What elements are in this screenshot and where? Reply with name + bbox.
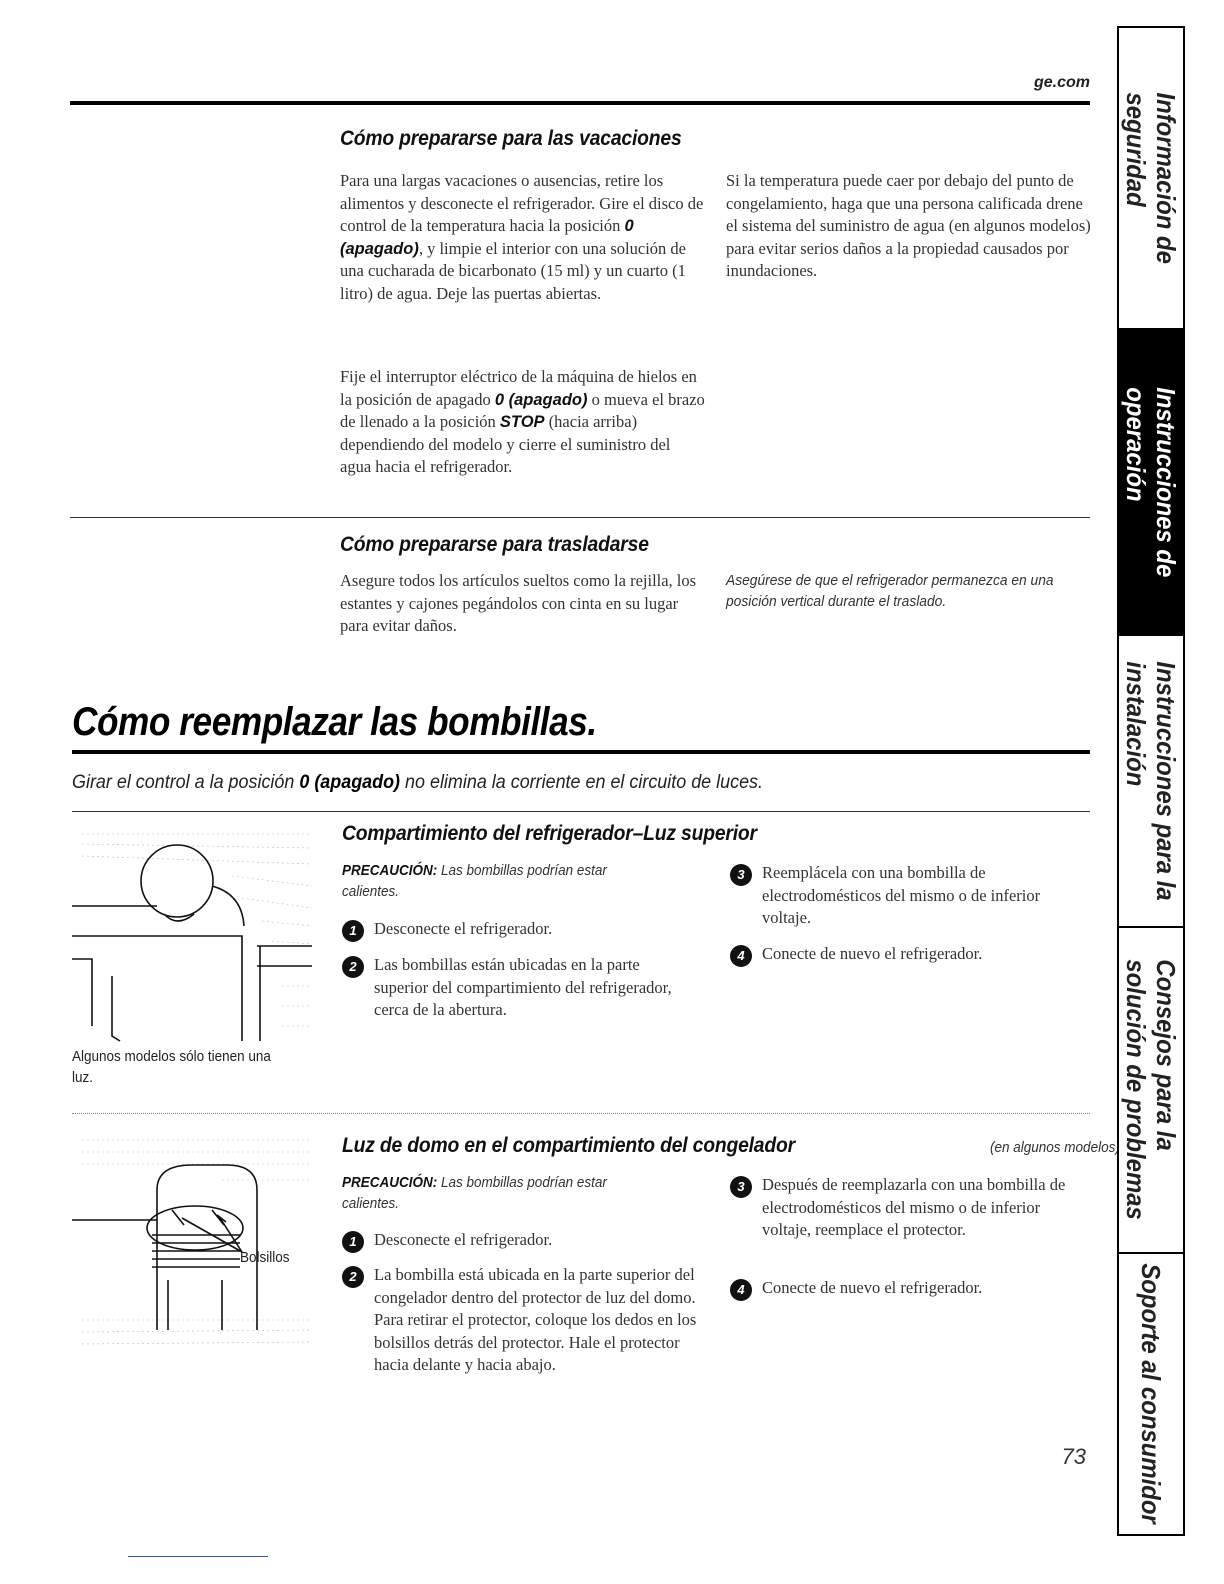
fridge-light-caption: Algunos modelos sólo tienen una luz. (72, 1048, 271, 1086)
tab-label: Instrucciones para la instalación (1121, 661, 1181, 901)
vacation-paragraph-1: Para una largas vacaciones o ausencias, retire los alimentos y desconecte el refrigerador. Gire el disco de control de la temperatura hacia la posición 0 (apagado), y limpie el interior con una solución de una cucharada de bicarbonato (15 ml) y un cuarto (1 litro) de agua. Deje las puertas abiertas. (340, 171, 704, 303)
site-url: ge.com (1033, 74, 1090, 91)
step-number-3: 3 (730, 1176, 752, 1198)
step-number-2: 2 (342, 956, 364, 978)
step-number-4: 4 (730, 945, 752, 967)
header-rule (70, 101, 1090, 105)
step-number-1: 1 (342, 1231, 364, 1253)
fridge-step-1: 1 Desconecte el refrigerador. (342, 918, 692, 942)
tab-label: Soporte al consumidor (1136, 1263, 1166, 1525)
step-number-3: 3 (730, 864, 752, 886)
fridge-light-caution: PRECAUCIÓN: Las bombillas podrían estar calientes. (342, 862, 607, 900)
tab-label: Información de seguridad (1121, 92, 1181, 264)
freezer-step-2: 2 La bombilla está ubicada en la parte superior del congelador dentro del protector de luz del domo. Para retirar el protector, coloque los dedos en los bolsillos detrás del protector. Hale el protector hacia delante y hacia abajo. (342, 1264, 702, 1377)
vacation-heading: Cómo prepararse para las vacaciones (340, 127, 682, 150)
moving-heading: Cómo prepararse para trasladarse (340, 533, 649, 556)
pockets-label: Bolsillos (240, 1249, 290, 1266)
freezer-light-heading (342, 1134, 1120, 1158)
freezer-step-3: 3 Después de reemplazarla con una bombilla de electrodomésticos del mismo o de inferior voltaje, reemplace el protector. (730, 1174, 1085, 1242)
vacation-paragraph-3: Si la temperatura puede caer por debajo del punto de congelamiento, haga que una persona calificada drene el sistema del suministro de agua (en algunos modelos) para evitar serios daños a la propiedad causados por inundaciones. (726, 171, 1091, 281)
step-number-4: 4 (730, 1279, 752, 1301)
bulbs-warning: Girar el control a la posición 0 (apagado) no elimina la corriente en el circuito de luces. (72, 771, 764, 793)
fridge-light-heading: Compartimiento del refrigerador–Luz superior (342, 822, 757, 845)
warning-divider (72, 811, 1090, 812)
freezer-step-1: 1 Desconecte el refrigerador. (342, 1229, 702, 1253)
dotted-divider (72, 1113, 1090, 1115)
fridge-light-illustration (72, 826, 317, 1048)
section-tabs (1117, 26, 1185, 1536)
tab-informacion-de-seguridad[interactable] (1119, 28, 1183, 330)
bulbs-heading-rule (72, 750, 1090, 754)
freezer-step-4: 4 Conecte de nuevo el refrigerador. (730, 1277, 1085, 1301)
tab-consejos-para-la-solucion-de-problemas[interactable] (1119, 928, 1183, 1254)
tab-label: Instrucciones de operación (1121, 386, 1181, 578)
section-divider (70, 517, 1090, 518)
fridge-step-3: 3 Reemplácela con una bombilla de electrodomésticos del mismo o de inferior voltaje. (730, 862, 1075, 930)
fridge-step-4: 4 Conecte de nuevo el refrigerador. (730, 943, 1075, 967)
vacation-paragraph-2: Fije el interruptor eléctrico de la máquina de hielos en la posición de apagado 0 (apagado) o mueva el brazo de llenado a la posición STOP (hacia arriba) dependiendo del modelo y cierre el suministro del agua hacia el refrigerador. (340, 367, 705, 477)
freezer-light-title-note: (en algunos modelos) (990, 1139, 1120, 1156)
tab-instrucciones-de-operacion[interactable] (1119, 330, 1183, 636)
freezer-light-caution: PRECAUCIÓN: Las bombillas podrían estar calientes. (342, 1174, 607, 1212)
moving-paragraph-1: Asegure todos los artículos sueltos como la rejilla, los estantes y cajones pegándolos con cinta en su lugar para evitar daños. (340, 571, 697, 636)
step-number-1: 1 (342, 920, 364, 942)
freezer-light-illustration (72, 1130, 317, 1350)
fridge-step-2: 2 Las bombillas están ubicadas en la parte superior del compartimiento del refrigerador, cerca de la abertura. (342, 954, 692, 1022)
tab-label: Consejos para la solución de problemas (1121, 959, 1181, 1221)
step-number-2: 2 (342, 1266, 364, 1288)
freezer-light-title: Luz de domo en el compartimiento del congelador (342, 1134, 795, 1157)
footer-line (128, 1556, 268, 1557)
tab-soporte-al-consumidor[interactable] (1119, 1254, 1183, 1534)
page-number: 73 (1061, 1444, 1086, 1469)
bulbs-heading: Cómo reemplazar las bombillas. (72, 700, 597, 744)
tab-instrucciones-para-la-instalacion[interactable] (1119, 636, 1183, 928)
moving-paragraph-2: Asegúrese de que el refrigerador permanezca en una posición vertical durante el traslado. (726, 572, 1054, 610)
